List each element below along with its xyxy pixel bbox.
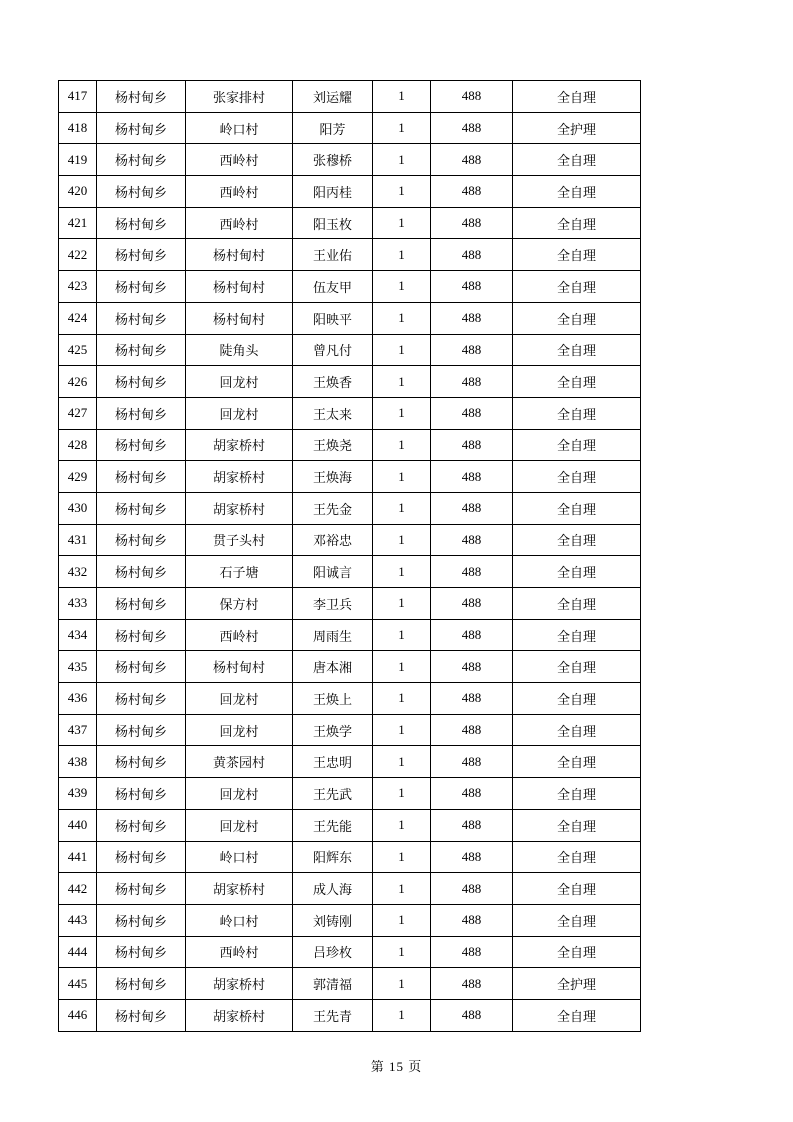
count-cell: 1 (373, 112, 431, 144)
row-number-cell: 435 (59, 651, 97, 683)
person-name-cell: 王太来 (293, 397, 373, 429)
person-name-cell: 阳丙桂 (293, 176, 373, 208)
village-cell: 杨村甸村 (186, 271, 293, 303)
count-cell: 1 (373, 746, 431, 778)
care-type-cell: 全自理 (513, 492, 641, 524)
table-row (59, 334, 641, 366)
amount-cell: 488 (431, 334, 513, 366)
amount-cell: 488 (431, 429, 513, 461)
row-number-cell: 428 (59, 429, 97, 461)
person-name-cell: 阳玉枚 (293, 207, 373, 239)
row-number-cell: 431 (59, 524, 97, 556)
amount-cell: 488 (431, 556, 513, 588)
village-cell: 西岭村 (186, 936, 293, 968)
care-type-cell: 全自理 (513, 429, 641, 461)
township-cell: 杨村甸乡 (97, 81, 186, 113)
table-row (59, 873, 641, 905)
village-cell: 岭口村 (186, 904, 293, 936)
row-number-cell: 419 (59, 144, 97, 176)
person-name-cell: 阳诚言 (293, 556, 373, 588)
amount-cell: 488 (431, 302, 513, 334)
township-cell: 杨村甸乡 (97, 904, 186, 936)
row-number-cell: 418 (59, 112, 97, 144)
amount-cell: 488 (431, 144, 513, 176)
township-cell: 杨村甸乡 (97, 239, 186, 271)
table-row (59, 683, 641, 715)
village-cell: 回龙村 (186, 683, 293, 715)
count-cell: 1 (373, 619, 431, 651)
count-cell: 1 (373, 366, 431, 398)
person-name-cell: 王焕香 (293, 366, 373, 398)
count-cell: 1 (373, 207, 431, 239)
row-number-cell: 430 (59, 492, 97, 524)
care-type-cell: 全自理 (513, 873, 641, 905)
amount-cell: 488 (431, 936, 513, 968)
village-cell: 杨村甸村 (186, 239, 293, 271)
table-row (59, 746, 641, 778)
amount-cell: 488 (431, 714, 513, 746)
person-name-cell: 郭清福 (293, 968, 373, 1000)
row-number-cell: 422 (59, 239, 97, 271)
village-cell: 胡家桥村 (186, 968, 293, 1000)
count-cell: 1 (373, 714, 431, 746)
row-number-cell: 426 (59, 366, 97, 398)
care-type-cell: 全自理 (513, 334, 641, 366)
village-cell: 西岭村 (186, 619, 293, 651)
township-cell: 杨村甸乡 (97, 936, 186, 968)
care-type-cell: 全自理 (513, 651, 641, 683)
township-cell: 杨村甸乡 (97, 366, 186, 398)
amount-cell: 488 (431, 841, 513, 873)
care-type-cell: 全自理 (513, 271, 641, 303)
township-cell: 杨村甸乡 (97, 873, 186, 905)
person-name-cell: 周雨生 (293, 619, 373, 651)
township-cell: 杨村甸乡 (97, 207, 186, 239)
count-cell: 1 (373, 144, 431, 176)
table-row (59, 936, 641, 968)
amount-cell: 488 (431, 397, 513, 429)
person-name-cell: 曾凡付 (293, 334, 373, 366)
table-row (59, 207, 641, 239)
care-type-cell: 全自理 (513, 556, 641, 588)
table-row (59, 714, 641, 746)
amount-cell: 488 (431, 461, 513, 493)
table-row (59, 968, 641, 1000)
care-type-cell: 全自理 (513, 999, 641, 1031)
township-cell: 杨村甸乡 (97, 492, 186, 524)
count-cell: 1 (373, 809, 431, 841)
village-cell: 岭口村 (186, 841, 293, 873)
care-type-cell: 全自理 (513, 302, 641, 334)
township-cell: 杨村甸乡 (97, 651, 186, 683)
care-type-cell: 全自理 (513, 809, 641, 841)
amount-cell: 488 (431, 746, 513, 778)
count-cell: 1 (373, 999, 431, 1031)
care-type-cell: 全自理 (513, 746, 641, 778)
person-name-cell: 王焕学 (293, 714, 373, 746)
amount-cell: 488 (431, 683, 513, 715)
township-cell: 杨村甸乡 (97, 999, 186, 1031)
count-cell: 1 (373, 778, 431, 810)
township-cell: 杨村甸乡 (97, 841, 186, 873)
amount-cell: 488 (431, 524, 513, 556)
person-name-cell: 王先金 (293, 492, 373, 524)
village-cell: 胡家桥村 (186, 429, 293, 461)
care-type-cell: 全自理 (513, 619, 641, 651)
care-type-cell: 全自理 (513, 841, 641, 873)
table-row (59, 397, 641, 429)
count-cell: 1 (373, 588, 431, 620)
amount-cell: 488 (431, 904, 513, 936)
person-name-cell: 张穆桥 (293, 144, 373, 176)
row-number-cell: 425 (59, 334, 97, 366)
table-row (59, 429, 641, 461)
township-cell: 杨村甸乡 (97, 809, 186, 841)
page-number-footer: 第 15 页 (370, 1059, 423, 1074)
person-name-cell: 阳辉东 (293, 841, 373, 873)
row-number-cell: 437 (59, 714, 97, 746)
table-row (59, 302, 641, 334)
township-cell: 杨村甸乡 (97, 968, 186, 1000)
row-number-cell: 438 (59, 746, 97, 778)
village-cell: 回龙村 (186, 714, 293, 746)
township-cell: 杨村甸乡 (97, 746, 186, 778)
amount-cell: 488 (431, 873, 513, 905)
table-row (59, 651, 641, 683)
village-cell: 岭口村 (186, 112, 293, 144)
person-name-cell: 王焕尧 (293, 429, 373, 461)
person-name-cell: 吕珍枚 (293, 936, 373, 968)
village-cell: 张家排村 (186, 81, 293, 113)
table-row (59, 144, 641, 176)
care-type-cell: 全自理 (513, 207, 641, 239)
village-cell: 杨村甸村 (186, 651, 293, 683)
table-row (59, 999, 641, 1031)
person-name-cell: 王先青 (293, 999, 373, 1031)
township-cell: 杨村甸乡 (97, 302, 186, 334)
village-cell: 贯子头村 (186, 524, 293, 556)
person-name-cell: 阳映平 (293, 302, 373, 334)
row-number-cell: 446 (59, 999, 97, 1031)
village-cell: 回龙村 (186, 397, 293, 429)
row-number-cell: 439 (59, 778, 97, 810)
table-row (59, 366, 641, 398)
person-name-cell: 唐本湘 (293, 651, 373, 683)
amount-cell: 488 (431, 112, 513, 144)
person-name-cell: 王先能 (293, 809, 373, 841)
count-cell: 1 (373, 556, 431, 588)
amount-cell: 488 (431, 968, 513, 1000)
person-name-cell: 刘铸刚 (293, 904, 373, 936)
amount-cell: 488 (431, 81, 513, 113)
township-cell: 杨村甸乡 (97, 334, 186, 366)
row-number-cell: 420 (59, 176, 97, 208)
care-type-cell: 全护理 (513, 968, 641, 1000)
row-number-cell: 441 (59, 841, 97, 873)
township-cell: 杨村甸乡 (97, 778, 186, 810)
village-cell: 黄茶园村 (186, 746, 293, 778)
village-cell: 回龙村 (186, 809, 293, 841)
amount-cell: 488 (431, 651, 513, 683)
amount-cell: 488 (431, 176, 513, 208)
village-cell: 石子塘 (186, 556, 293, 588)
amount-cell: 488 (431, 492, 513, 524)
person-name-cell: 王先武 (293, 778, 373, 810)
township-cell: 杨村甸乡 (97, 176, 186, 208)
table-row (59, 112, 641, 144)
count-cell: 1 (373, 302, 431, 334)
count-cell: 1 (373, 904, 431, 936)
township-cell: 杨村甸乡 (97, 556, 186, 588)
village-cell: 胡家桥村 (186, 999, 293, 1031)
care-type-cell: 全自理 (513, 936, 641, 968)
amount-cell: 488 (431, 271, 513, 303)
care-type-cell: 全自理 (513, 239, 641, 271)
township-cell: 杨村甸乡 (97, 112, 186, 144)
amount-cell: 488 (431, 778, 513, 810)
count-cell: 1 (373, 936, 431, 968)
amount-cell: 488 (431, 366, 513, 398)
table-body (59, 81, 641, 1032)
person-name-cell: 阳芳 (293, 112, 373, 144)
amount-cell: 488 (431, 809, 513, 841)
count-cell: 1 (373, 271, 431, 303)
village-cell: 杨村甸村 (186, 302, 293, 334)
table-row (59, 619, 641, 651)
row-number-cell: 433 (59, 588, 97, 620)
count-cell: 1 (373, 651, 431, 683)
table-row (59, 778, 641, 810)
records-table (58, 80, 641, 1032)
table-row (59, 461, 641, 493)
village-cell: 回龙村 (186, 366, 293, 398)
table-row (59, 239, 641, 271)
person-name-cell: 王焕海 (293, 461, 373, 493)
row-number-cell: 436 (59, 683, 97, 715)
village-cell: 陡角头 (186, 334, 293, 366)
amount-cell: 488 (431, 588, 513, 620)
township-cell: 杨村甸乡 (97, 619, 186, 651)
person-name-cell: 王业佑 (293, 239, 373, 271)
count-cell: 1 (373, 524, 431, 556)
count-cell: 1 (373, 239, 431, 271)
village-cell: 胡家桥村 (186, 461, 293, 493)
count-cell: 1 (373, 968, 431, 1000)
row-number-cell: 427 (59, 397, 97, 429)
care-type-cell: 全自理 (513, 588, 641, 620)
care-type-cell: 全自理 (513, 366, 641, 398)
table-row (59, 588, 641, 620)
township-cell: 杨村甸乡 (97, 524, 186, 556)
village-cell: 西岭村 (186, 144, 293, 176)
care-type-cell: 全自理 (513, 778, 641, 810)
row-number-cell: 445 (59, 968, 97, 1000)
care-type-cell: 全自理 (513, 461, 641, 493)
table-row (59, 81, 641, 113)
person-name-cell: 王焕上 (293, 683, 373, 715)
row-number-cell: 432 (59, 556, 97, 588)
table-row (59, 492, 641, 524)
township-cell: 杨村甸乡 (97, 397, 186, 429)
table-row (59, 271, 641, 303)
amount-cell: 488 (431, 207, 513, 239)
count-cell: 1 (373, 176, 431, 208)
care-type-cell: 全自理 (513, 176, 641, 208)
count-cell: 1 (373, 397, 431, 429)
village-cell: 胡家桥村 (186, 492, 293, 524)
care-type-cell: 全自理 (513, 397, 641, 429)
care-type-cell: 全自理 (513, 144, 641, 176)
table-row (59, 841, 641, 873)
row-number-cell: 424 (59, 302, 97, 334)
row-number-cell: 442 (59, 873, 97, 905)
count-cell: 1 (373, 873, 431, 905)
row-number-cell: 423 (59, 271, 97, 303)
village-cell: 西岭村 (186, 207, 293, 239)
village-cell: 保方村 (186, 588, 293, 620)
care-type-cell: 全护理 (513, 112, 641, 144)
count-cell: 1 (373, 683, 431, 715)
person-name-cell: 伍友甲 (293, 271, 373, 303)
count-cell: 1 (373, 492, 431, 524)
village-cell: 回龙村 (186, 778, 293, 810)
person-name-cell: 成人海 (293, 873, 373, 905)
care-type-cell: 全自理 (513, 683, 641, 715)
count-cell: 1 (373, 81, 431, 113)
care-type-cell: 全自理 (513, 81, 641, 113)
row-number-cell: 443 (59, 904, 97, 936)
amount-cell: 488 (431, 619, 513, 651)
person-name-cell: 刘运耀 (293, 81, 373, 113)
township-cell: 杨村甸乡 (97, 144, 186, 176)
row-number-cell: 440 (59, 809, 97, 841)
row-number-cell: 434 (59, 619, 97, 651)
township-cell: 杨村甸乡 (97, 461, 186, 493)
village-cell: 胡家桥村 (186, 873, 293, 905)
table-row (59, 524, 641, 556)
table-row (59, 904, 641, 936)
row-number-cell: 421 (59, 207, 97, 239)
person-name-cell: 邓裕忠 (293, 524, 373, 556)
person-name-cell: 王忠明 (293, 746, 373, 778)
row-number-cell: 417 (59, 81, 97, 113)
amount-cell: 488 (431, 239, 513, 271)
table-row (59, 809, 641, 841)
care-type-cell: 全自理 (513, 524, 641, 556)
amount-cell: 488 (431, 999, 513, 1031)
township-cell: 杨村甸乡 (97, 588, 186, 620)
township-cell: 杨村甸乡 (97, 271, 186, 303)
care-type-cell: 全自理 (513, 904, 641, 936)
village-cell: 西岭村 (186, 176, 293, 208)
row-number-cell: 429 (59, 461, 97, 493)
count-cell: 1 (373, 429, 431, 461)
person-name-cell: 李卫兵 (293, 588, 373, 620)
township-cell: 杨村甸乡 (97, 429, 186, 461)
table-row (59, 176, 641, 208)
care-type-cell: 全自理 (513, 714, 641, 746)
count-cell: 1 (373, 334, 431, 366)
row-number-cell: 444 (59, 936, 97, 968)
township-cell: 杨村甸乡 (97, 714, 186, 746)
township-cell: 杨村甸乡 (97, 683, 186, 715)
count-cell: 1 (373, 841, 431, 873)
table-row (59, 556, 641, 588)
count-cell: 1 (373, 461, 431, 493)
